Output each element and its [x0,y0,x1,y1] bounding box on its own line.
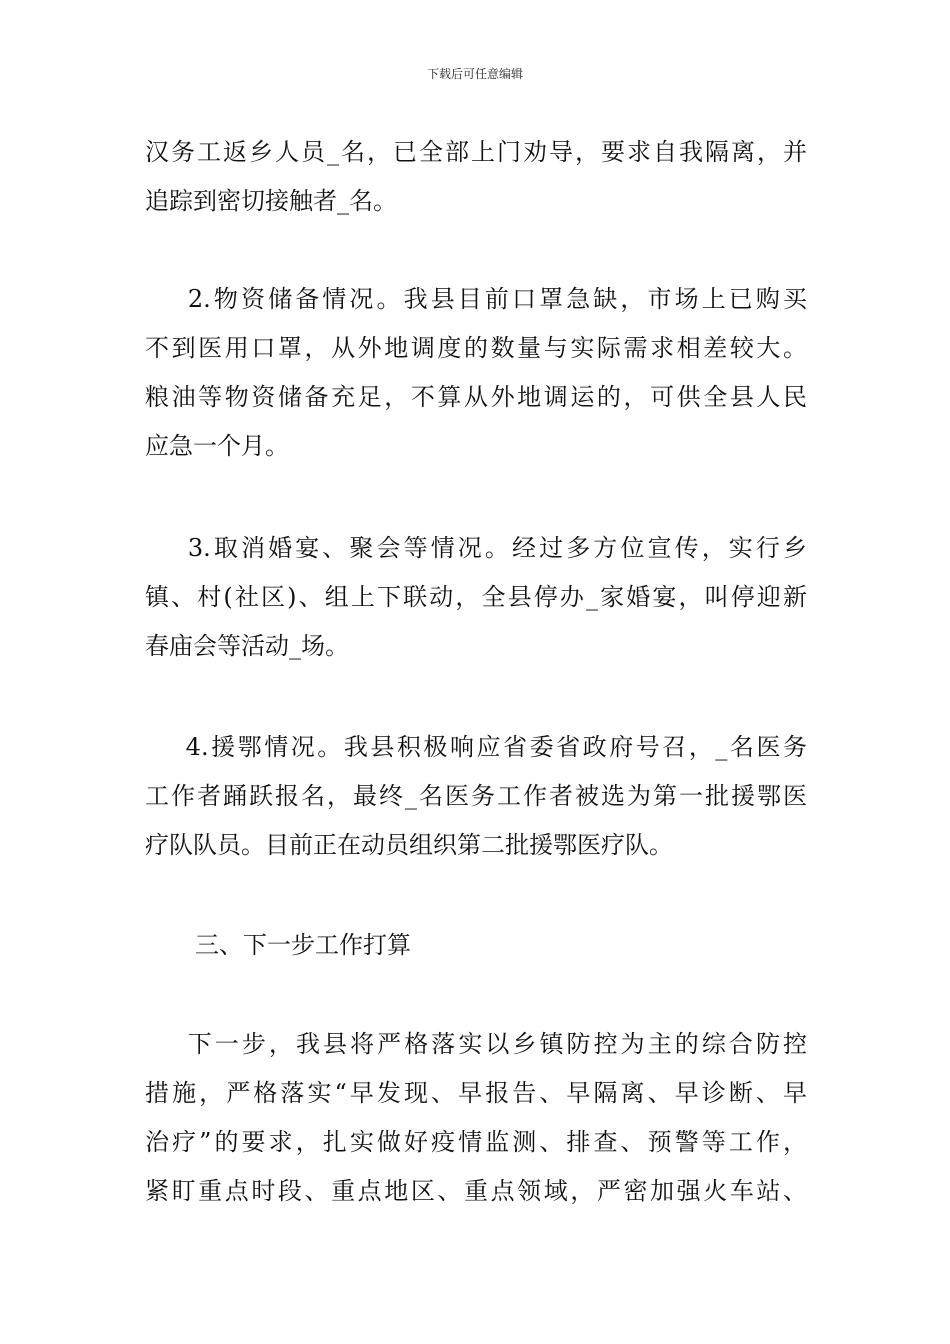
text-line: 镇、村(社区)、组上下联动，全县停办_家婚宴，叫停迎新 [145,583,807,611]
text-line: 紧盯重点时段、重点地区、重点领域，严密加强火车站、 [145,1177,807,1205]
paragraph-aid-hubei [145,723,807,870]
paragraph-intro [145,128,807,226]
page-header-note: 下载后可任意编辑 [426,67,523,81]
text-line: 治疗”的要求，扎实做好疫情监测、排查、预警等工作， [145,1128,807,1156]
paragraph-supplies [145,275,807,471]
text-line: 4.援鄂情况。我县积极响应省委省政府号召，_名医务 [145,733,807,761]
paragraph-cancel-gatherings [145,524,807,671]
text-line: 3.取消婚宴、聚会等情况。经过多方位宣传，实行乡 [145,534,807,562]
text-line: 疗队队员。目前正在动员组织第二批援鄂医疗队。 [145,831,673,859]
paragraph-next-steps [145,1020,807,1216]
text-line: 工作者踊跃报名，最终_名医务工作者被选为第一批援鄂医 [145,782,807,810]
text-line: 应急一个月。 [145,432,289,460]
text-line: 2.物资储备情况。我县目前口罩急缺，市场上已购买 [145,285,807,313]
section-heading: 三、下一步工作打算 [195,931,411,959]
text-line: 追踪到密切接触者_名。 [145,187,397,215]
text-line: 春庙会等活动_场。 [145,632,349,660]
text-line: 措施，严格落实“早发现、早报告、早隔离、早诊断、早 [145,1079,807,1107]
text-line: 粮油等物资储备充足，不算从外地调运的，可供全县人民 [145,383,807,411]
text-line: 下一步，我县将严格落实以乡镇防控为主的综合防控 [145,1030,807,1058]
text-line: 汉务工返乡人员_名，已全部上门劝导，要求自我隔离，并 [145,138,807,166]
text-line: 不到医用口罩，从外地调度的数量与实际需求相差较大。 [145,334,807,362]
